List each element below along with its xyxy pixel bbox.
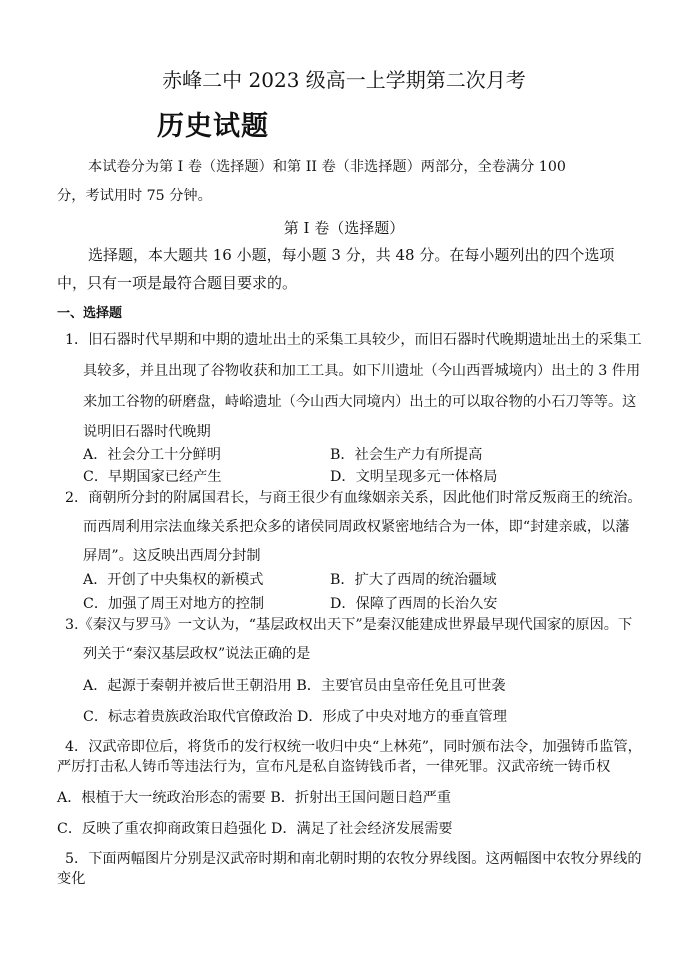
q2-line-1: 2．商朝所分封的附属国君长，与商王很少有血缘姻亲关系，因此他们时常反叛商王的统治。 xyxy=(65,490,642,506)
q1-option-a[interactable]: A．社会分工十分鲜明 xyxy=(83,447,221,463)
q2-option-c[interactable]: C．加强了周王对地方的控制 xyxy=(83,596,265,612)
q2-option-b[interactable]: B．扩大了西周的统治疆域 xyxy=(330,572,497,588)
q3-line-2: 列关于“秦汉基层政权”说法正确的是 xyxy=(83,646,311,662)
q1-line-3: 来加工谷物的研磨盘，峙峪遗址（今山西大同境内）出土的可以取谷物的小石刀等等。这 xyxy=(83,394,637,410)
q1-line-4: 说明旧石器时代晚期 xyxy=(83,424,211,440)
q4-options-cd[interactable]: C．反映了重农抑商政策日趋强化 D．满足了社会经济发展需要 xyxy=(57,821,453,837)
q1-option-d[interactable]: D．文明呈现多元一体格局 xyxy=(330,469,498,485)
q4-options-ab[interactable]: A．根植于大一统政治形态的需要 B．折射出王国问题日趋严重 xyxy=(57,790,452,806)
q5-line-2: 变化 xyxy=(57,871,86,887)
q2-line-2: 而西周利用宗法血缘关系把众多的诸侯同周政权紧密地结合为一体，即“封建亲戚，以藩 xyxy=(83,519,630,535)
subject-title: 历史试题 xyxy=(157,111,269,142)
q1-option-b[interactable]: B．社会生产力有所提高 xyxy=(330,447,483,463)
q1-line-2: 具较多，并且出现了谷物收获和加工工具。如下川遗址（今山西晋城境内）出土的 3 件用 xyxy=(83,363,641,379)
q4-line-2: 严厉打击私人铸币等违法行为，宣布凡是私自盗铸钱币者，一律死罪。汉武帝统一铸币权 xyxy=(57,759,611,775)
intro-line-2: 分，考试用时 75 分钟。 xyxy=(57,188,212,204)
q1-option-c[interactable]: C．早期国家已经产生 xyxy=(83,469,222,485)
q2-line-3: 屏周”。这反映出西周分封制 xyxy=(83,548,261,564)
q5-line-1: 5．下面两幅图片分别是汉武帝时期和南北朝时期的农牧分界线图。这两幅图中农牧分界线的 xyxy=(65,851,642,867)
section-instructions-line-2: 中，只有一项是最符合题目要求的。 xyxy=(57,274,298,292)
section-instructions-line-1: 选择题，本大题共 16 小题，每小题 3 分，共 48 分。在每小题列出的四个选项 xyxy=(88,246,615,264)
q3-options-ab[interactable]: A．起源于秦朝并被后世王朝沿用 B．主要官员由皇帝任免且可世袭 xyxy=(83,678,506,694)
q3-line-1: 3.《秦汉与罗马》一文认为，“基层政权出天下”是秦汉能建成世界最早现代国家的原因。下 xyxy=(65,617,633,633)
q2-option-a[interactable]: A．开创了中央集权的新模式 xyxy=(83,572,264,588)
section-title: 第 I 卷（选择题） xyxy=(283,219,405,237)
exam-title: 赤峰二中 2023 级高一上学期第二次月考 xyxy=(162,68,526,92)
q2-option-d[interactable]: D．保障了西周的长治久安 xyxy=(330,596,498,612)
intro-line-1: 本试卷分为第 I 卷（选择题）和第 II 卷（非选择题）两部分，全卷满分 100 xyxy=(88,159,566,175)
q4-line-1: 4．汉武帝即位后，将货币的发行权统一收归中央“上林苑”，同时颁布法令，加强铸币监管， xyxy=(65,739,642,755)
section-heading: 一、选择题 xyxy=(57,306,123,321)
q1-line-1: 1．旧石器时代早期和中期的遗址出土的采集工具较少，而旧石器时代晚期遗址出土的采集工 xyxy=(65,332,642,348)
q3-options-cd[interactable]: C．标志着贵族政治取代官僚政治 D．形成了中央对地方的垂直管理 xyxy=(83,709,507,725)
